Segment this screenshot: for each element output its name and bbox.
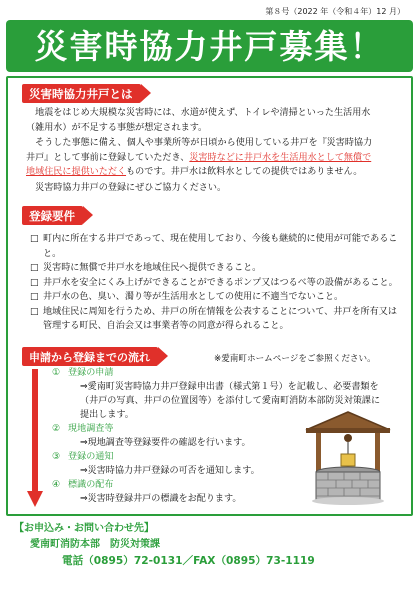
title-banner [6, 20, 413, 72]
list-item: □ 地域住民に周知を行うため、井戸の所在情報を公表することについて、井戸を所有又は管理する町民、自治会又は事業者等の同意が得られること。 [30, 305, 400, 334]
issue-number: 第８号（2022 年（令和４年）12 月） [265, 7, 405, 16]
contact-info [14, 521, 409, 569]
flow-arrow-icon [27, 369, 43, 509]
requirements-list [30, 232, 400, 334]
page-title: 災害時協力井戸募集！ [34, 26, 385, 66]
step-1: ① 登録の申請 ⇒愛南町災害時協力井戸登録申出書（様式第１号）を記載し、必要書類を （井戸の写真、井戸の位置図等）を添付して愛南町消防本部防災対策課に 提出します。 [52, 368, 381, 420]
homepage-note: ※愛南町ホームページをご参照ください。 [214, 354, 376, 364]
about-paragraph-2: そうした事態に備え、個人や事業所等が日頃から使用している井戸を『災害時協力 井戸』として事前に登録していただき、災害時などに井戸水を生活用水として無償で 地域住民に提供いただくものです。井戸水は飲料水としての提供ではありません。 [26, 138, 373, 177]
step-2: ② 現地調査等 ⇒現地調査等登録要件の確認を行います。 [52, 424, 251, 448]
step-3: ③ 登録の通知 ⇒災害時協力井戸登録の可否を通知します。 [52, 452, 260, 476]
list-item: □ 井戸水を安全にくみ上げができることができるポンプ又はつるべ等の設備があること。 [30, 276, 400, 291]
list-item: □ 災害時に無償で井戸水を地域住民へ提供できること。 [30, 261, 400, 276]
list-item: □ 町内に所在する井戸であって、現在使用しており、今後も継続的に使用が可能であること。 [30, 232, 400, 261]
about-paragraph-3: 災害時協力井戸の登録にぜひご協力ください。 [26, 183, 227, 193]
highlight-free-provision: 災害時などに井戸水を生活用水として無償で [189, 152, 372, 163]
highlight-residents: 地域住民に提供いただく [26, 167, 127, 177]
section-heading-flow: 申請から登録までの流れ [22, 347, 158, 366]
step-4: ④ 標識の配布 ⇒災害時登録井戸の標識をお配ります。 [52, 480, 242, 504]
well-illustration [298, 408, 398, 508]
about-paragraph-1: 地震をはじめ大規模な災害時には、水道が使えず、トイレや清掃といった生活用水 （雑用水）が不足する事態が想定されます。 [26, 108, 371, 133]
list-item: □ 井戸水の色、臭い、濁り等が生活用水としての使用に不適当でないこと。 [30, 290, 400, 305]
section-heading-requirements: 登録要件 [22, 206, 83, 225]
contact-label: 【お申込み・お問い合わせ先】 [14, 523, 154, 534]
section-heading-about: 災害時協力井戸とは [22, 84, 141, 103]
contact-phone-fax: 電話（0895）72-0131／FAX（0895）73-1119 [62, 555, 315, 567]
contact-organization: 愛南町消防本部 防災対策課 [30, 539, 160, 550]
